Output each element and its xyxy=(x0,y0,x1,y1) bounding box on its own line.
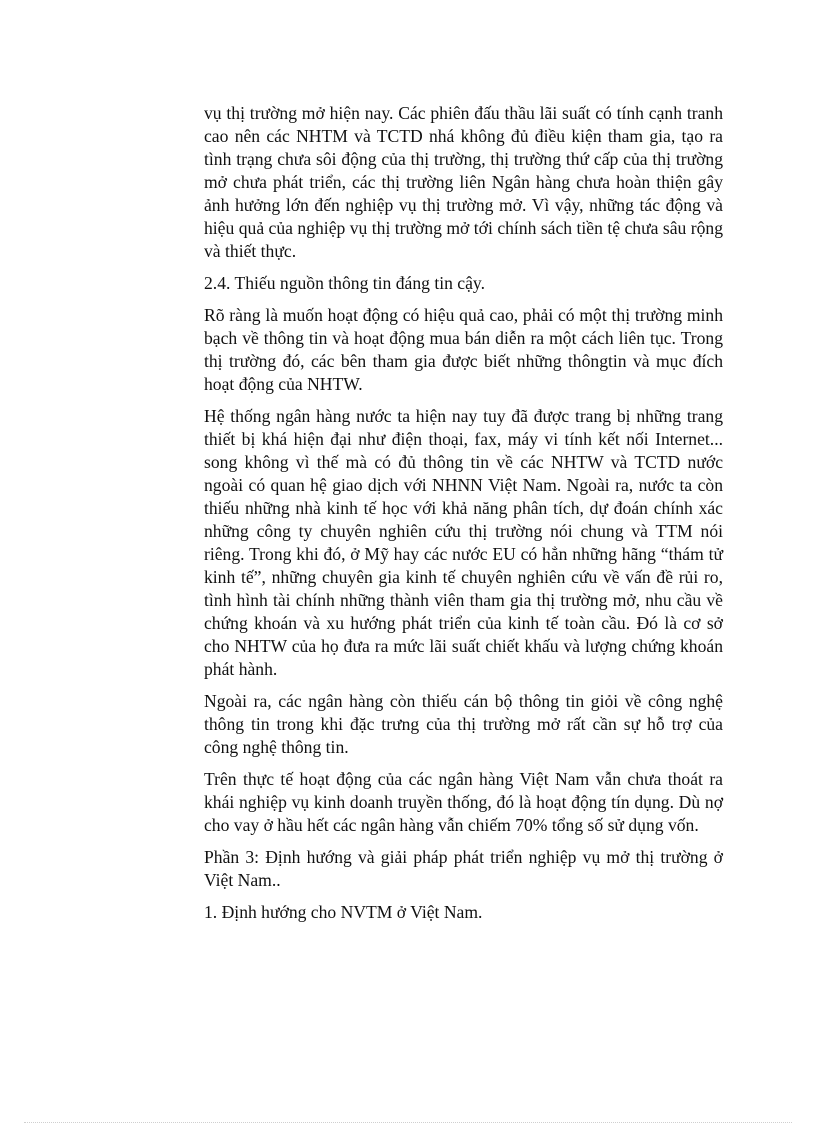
part-3-heading: Phần 3: Định hướng và giải pháp phát triển nghiệp vụ mở thị trường ở Việt Nam.. xyxy=(204,847,723,890)
paragraph-market-limitations: vụ thị trường mở hiện nay. Các phiên đấu thầu lãi suất có tính cạnh tranh cao nên các NHTM và TCTD nhá không đủ điều kiện tham gia, tạo ra tình trạng chưa sôi động của thị trường, thị trường thứ cấp của thị trường mở chưa phát triển, các thị trường liên Ngân hàng chưa hoàn thiện gây ảnh hưởng lớn đến nghiệp vụ thị trường mở. Vì vậy, những tác động và hiệu quả của nghiệp vụ thị trường mở tới chính sách tiền tệ chưa sâu rộng và thiết thực. xyxy=(204,103,723,261)
paragraph-banking-system: Hệ thống ngân hàng nước ta hiện nay tuy đã được trang bị những trang thiết bị khá hiện đại như điện thoại, fax, máy vi tính kết nối Internet... song không vì thế mà có đủ thông tin về các NHTW và TCTD nước ngoài có quan hệ giao dịch với NHNN Việt Nam. Ngoài ra, nước ta còn thiếu những nhà kinh tế học với khả năng phân tích, dự đoán chính xác những công ty chuyên nghiên cứu thị trường nói chung và TTM nói riêng. Trong khi đó, ở Mỹ hay các nước EU có hẳn những hãng “thám tử kinh tế”, những chuyên gia kinh tế chuyên nghiên cứu về vấn đề rủi ro, tình hình tài chính những thành viên tham gia thị trường mở, nhu cầu về chứng khoán và xu hướng phát triển của kinh tế toàn cầu. Đó là cơ sở cho NHTW của họ đưa ra mức lãi suất chiết khấu và lượng chứng khoán phát hành. xyxy=(204,406,723,679)
paragraph-it-staff: Ngoài ra, các ngân hàng còn thiếu cán bộ thông tin giỏi về công nghệ thông tin trong khi đặc trưng của thị trường mở rất cần sự hỗ trợ của công nghệ thông tin. xyxy=(204,691,723,757)
paragraph-traditional-business: Trên thực tế hoạt động của các ngân hàng Việt Nam vẫn chưa thoát ra khái nghiệp vụ kinh doanh truyền thống, đó là hoạt động tín dụng. Dù nợ cho vay ở hầu hết các ngân hàng vẫn chiếm 70% tổng số sử dụng vốn. xyxy=(204,769,723,835)
paragraph-transparency: Rõ ràng là muốn hoạt động có hiệu quả cao, phải có một thị trường minh bạch về thông tin và hoạt động mua bán diễn ra một cách liên tục. Trong thị trường đó, các bên tham gia được biết những thôngtin và mục đích hoạt động của NHTW. xyxy=(204,305,723,394)
document-page xyxy=(204,102,723,933)
section-heading-1: 1. Định hướng cho NVTM ở Việt Nam. xyxy=(204,902,483,922)
section-heading-2-4: 2.4. Thiếu nguồn thông tin đáng tin cậy. xyxy=(204,273,485,293)
